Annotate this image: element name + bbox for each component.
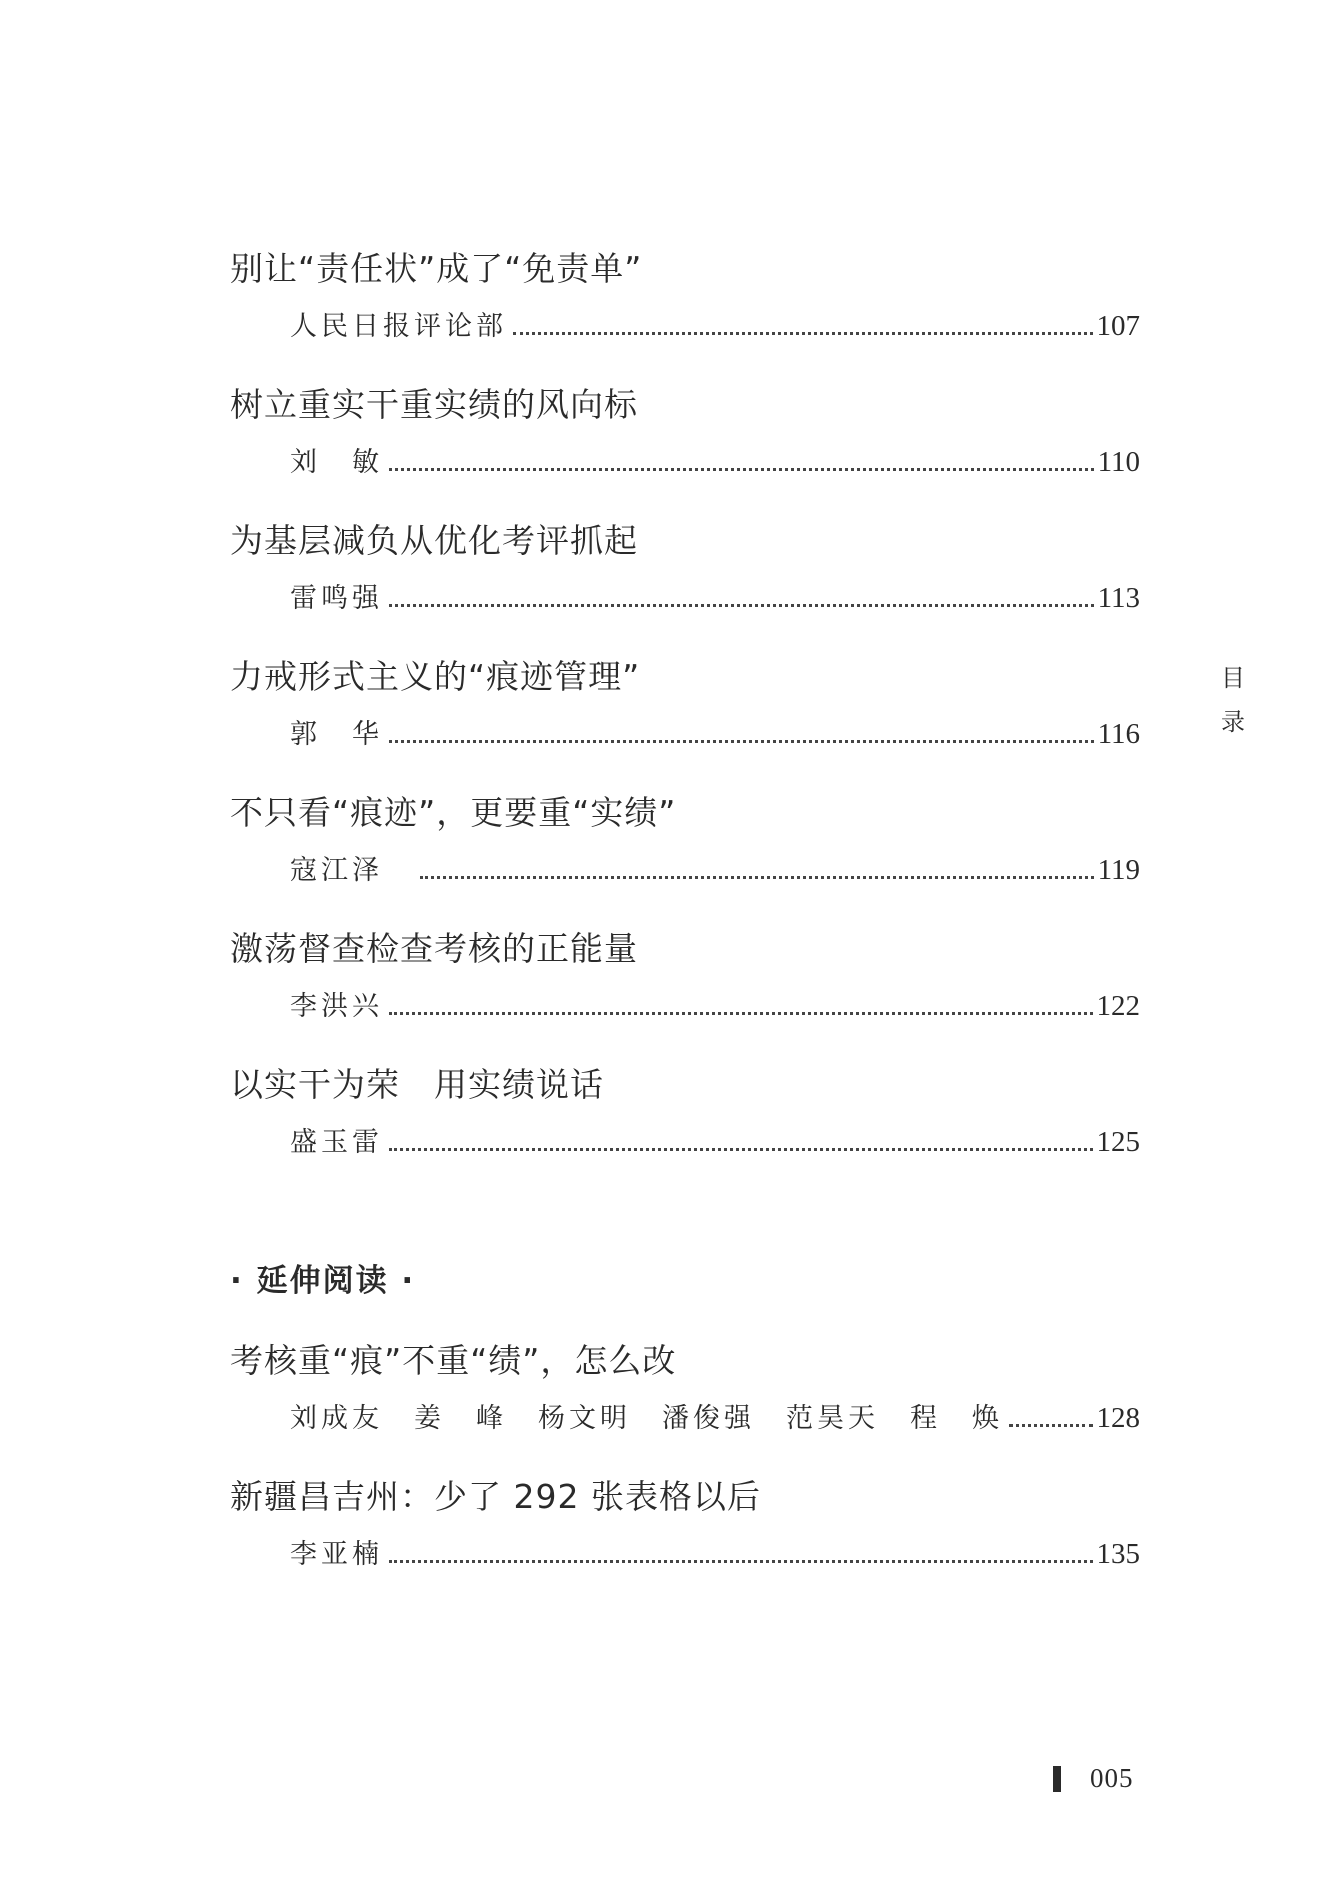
entry-author: 寇江泽 (290, 855, 414, 886)
entry-page-number[interactable]: 135 (1096, 1538, 1140, 1570)
dot-leader (389, 1148, 1093, 1151)
entry-page-number[interactable]: 125 (1096, 1126, 1140, 1158)
toc-entry[interactable] (230, 926, 1140, 1062)
entry-title[interactable]: 树立重实干重实绩的风向标 (230, 385, 638, 424)
toc-entry[interactable] (230, 790, 1140, 926)
toc-entry[interactable] (230, 654, 1140, 790)
dot-leader (389, 604, 1094, 607)
entry-author: 李洪兴 (290, 991, 383, 1022)
dot-leader (420, 876, 1094, 879)
running-head-contents (1218, 656, 1248, 744)
entry-page-number[interactable]: 107 (1096, 310, 1140, 342)
page-number: 005 (1090, 1763, 1134, 1793)
entry-author: 刘 敏 (290, 447, 383, 478)
entry-title[interactable]: 力戒形式主义的“痕迹管理” (230, 657, 641, 696)
entry-byline (290, 984, 1140, 1026)
entry-author: 郭 华 (290, 719, 383, 750)
dot-leader (389, 740, 1094, 743)
entry-page-number[interactable]: 122 (1096, 990, 1140, 1022)
dot-leader (1009, 1424, 1093, 1427)
section-heading-extended-reading: · 延伸阅读 · (230, 1263, 416, 1299)
entry-byline (290, 1120, 1140, 1162)
entry-page-number[interactable]: 110 (1097, 446, 1140, 478)
entry-page-number[interactable]: 116 (1097, 718, 1140, 750)
entry-byline (290, 1532, 1140, 1574)
running-head-char: 录 (1221, 708, 1245, 736)
dot-leader (389, 468, 1094, 471)
toc-entry[interactable] (230, 382, 1140, 518)
entry-title[interactable]: 考核重“痕”不重“绩”，怎么改 (230, 1341, 677, 1380)
toc-entry[interactable] (230, 1474, 1140, 1610)
toc-entry[interactable] (230, 246, 1140, 382)
entry-page-number[interactable]: 113 (1097, 582, 1140, 614)
dot-leader (389, 1560, 1093, 1563)
entry-page-number[interactable]: 119 (1097, 854, 1140, 886)
entry-title[interactable]: 不只看“痕迹”，更要重“实绩” (230, 793, 677, 832)
entry-author: 盛玉雷 (290, 1127, 383, 1158)
entry-byline (290, 1396, 1140, 1438)
toc-entry[interactable] (230, 1338, 1140, 1474)
entry-author: 人民日报评论部 (290, 311, 507, 342)
entry-author: 刘成友 姜 峰 杨文明 潘俊强 范昊天 程 焕 (290, 1403, 1003, 1434)
entry-title[interactable]: 别让“责任状”成了“免责单” (230, 249, 643, 288)
dot-leader (513, 332, 1093, 335)
folio-bar (1053, 1766, 1061, 1792)
running-head-char: 目 (1221, 664, 1245, 692)
entry-author: 雷鸣强 (290, 583, 383, 614)
entry-title[interactable]: 激荡督查检查考核的正能量 (230, 929, 638, 968)
entry-author: 李亚楠 (290, 1539, 383, 1570)
table-of-contents (230, 246, 1140, 1610)
entry-page-number[interactable]: 128 (1096, 1402, 1140, 1434)
entry-byline (290, 304, 1140, 346)
toc-entry[interactable] (230, 518, 1140, 654)
toc-entry[interactable] (230, 1062, 1140, 1198)
entry-byline (290, 440, 1140, 482)
entry-byline (290, 848, 1140, 890)
entry-byline (290, 712, 1140, 754)
dot-leader (389, 1012, 1093, 1015)
entry-title[interactable]: 新疆昌吉州：少了 292 张表格以后 (230, 1477, 761, 1516)
entry-title[interactable]: 以实干为荣 用实绩说话 (230, 1065, 604, 1104)
entry-byline (290, 576, 1140, 618)
entry-title[interactable]: 为基层减负从优化考评抓起 (230, 521, 638, 560)
